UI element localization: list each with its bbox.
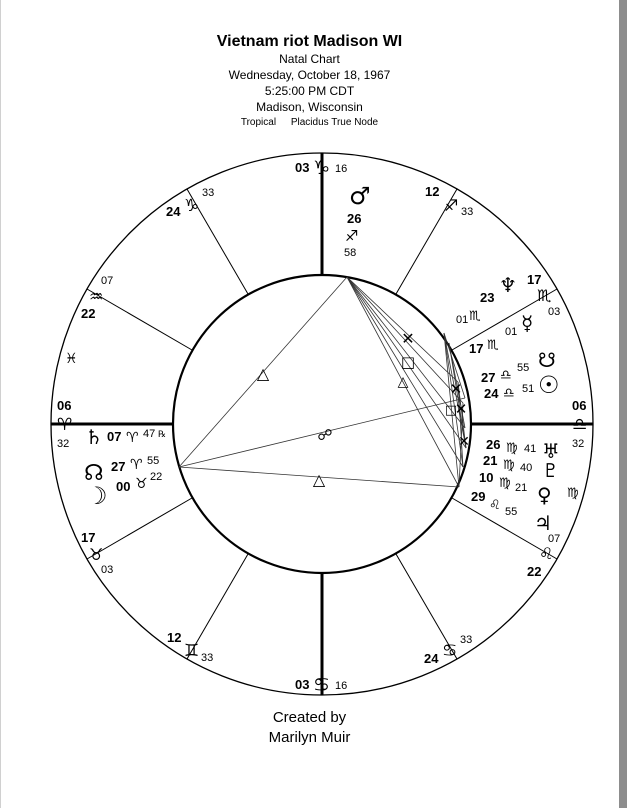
dsc-minute: 32 [572,438,585,450]
pluto-degree: 21 [483,453,498,468]
gemini-icon: ♊ [184,641,200,661]
jupiter-minute: 55 [505,506,518,518]
aspect-line [347,277,463,467]
scorpio-icon: ♏ [469,309,481,324]
ic-minute: 16 [335,680,348,692]
cusp-2-minute: 03 [101,564,114,576]
uranus-minute: 41 [524,443,537,455]
aspect-glyphs [257,329,470,489]
chart-credit [0,708,619,748]
jupiter-icon: ♃ [534,511,552,535]
mars-minute: 58 [344,247,357,259]
saturn-degree: 07 [107,429,122,444]
cusp-11-degree: 24 [166,204,181,219]
north-node-minute: 55 [147,455,160,467]
cusp-11-minute: 33 [202,187,215,199]
sagittarius-icon: ♐ [345,227,359,245]
sextile-aspect-icon: ✕ [454,400,468,418]
aries-icon: ♈ [57,415,73,435]
north-node-icon: ☊ [84,461,104,486]
cancer-icon: ♋ [313,674,331,696]
mars-degree: 26 [347,211,362,226]
aspect-lines [179,277,469,487]
chart-place: Madison, Wisconsin [256,100,363,114]
dsc-degree: 06 [572,398,587,413]
leo-icon: ♌ [539,544,554,563]
asc-minute: 32 [57,438,70,450]
cusp-9-degree: 12 [425,184,440,199]
inner-ring [173,275,471,573]
cusp-12-minute: 07 [101,275,114,287]
sun-icon: ☉ [538,371,560,399]
asc-degree: 06 [57,398,72,413]
retrograde-icon: ℞ [158,429,167,439]
credit-author: Marilyn Muir [268,729,351,746]
credit-line-1: Created by [272,709,347,726]
cusp-9-minute: 33 [461,206,474,218]
cusp-3-degree: 12 [167,630,182,645]
cusp-6-minute: 07 [548,533,561,545]
venus-icon: ♀ [537,483,552,507]
sextile-aspect-icon: ✕ [458,434,470,450]
pluto-minute: 40 [520,462,533,474]
cusp-5-degree: 24 [424,651,439,666]
moon-minute: 22 [150,471,163,483]
square-aspect-icon: □ [444,403,458,418]
saturn-minute: 47 [143,428,156,440]
jupiter-degree: 29 [471,489,486,504]
cusp-6-degree: 22 [527,564,542,579]
trine-aspect-icon: △ [256,364,270,383]
capricorn-icon: ♑ [313,157,331,179]
mercury-degree: 17 [469,341,484,356]
libra-icon: ♎ [572,415,588,435]
mc-minute: 16 [335,163,348,175]
sun-degree: 24 [484,386,499,401]
aries-icon: ♈ [126,430,139,446]
chart-title: Vietnam riot Madison WI [216,33,403,50]
chart-date: Wednesday, October 18, 1967 [228,68,391,82]
trine-aspect-icon: △ [312,470,326,489]
cusp-8-minute: 03 [548,306,561,318]
chart-time: 5:25:00 PM CDT [264,84,355,98]
aquarius-icon: ♒ [89,287,104,306]
taurus-icon: ♉ [135,476,148,492]
zodiac-type: Tropical [240,117,277,128]
sextile-aspect-icon: ✕ [449,380,463,398]
taurus-icon: ♉ [89,545,104,564]
virgo-icon: ♍ [499,476,511,491]
mc-degree: 03 [295,160,310,175]
mercury-icon: ☿ [521,311,534,335]
pisces-icon: ♓ [65,351,78,367]
chart-type: Natal Chart [279,52,340,66]
cusp-2-degree: 17 [81,530,96,545]
mars-icon: ♂ [349,182,371,210]
south-node-degree: 27 [481,370,496,385]
cusp-12-degree: 22 [81,306,96,321]
moon-degree: 00 [116,479,131,494]
venus-degree: 10 [479,470,494,485]
moon-icon: ☽ [86,482,108,510]
libra-icon: ♎ [500,368,512,383]
saturn-icon: ♄ [85,425,103,449]
sagittarius-icon: ♐ [444,196,459,215]
south-node-minute: 55 [517,362,530,374]
sextile-aspect-icon: ✕ [401,329,415,348]
scorpio-icon: ♏ [537,286,552,305]
uranus-icon: ♅ [542,439,560,463]
north-node-degree: 27 [111,459,126,474]
south-node-icon: ☋ [538,348,556,372]
ic-degree: 03 [295,677,310,692]
scorpio-icon: ♏ [487,338,499,353]
venus-minute: 21 [515,482,528,494]
opposition-aspect-icon: ☍ [317,426,333,444]
neptune-icon: ♆ [499,273,517,297]
cancer-icon: ♋ [442,641,458,661]
neptune-degree: 23 [480,290,495,305]
cusp-5-minute: 33 [460,634,473,646]
trine-aspect-icon: △ [397,374,409,390]
libra-icon: ♎ [503,386,515,401]
sun-minute: 51 [522,383,535,395]
cusp-8-degree: 17 [527,272,542,287]
virgo-icon: ♍ [567,486,579,501]
leo-icon: ♌ [489,498,501,513]
neptune-minute: 01 [456,314,469,326]
square-aspect-icon: □ [400,353,416,371]
pluto-icon: ♇ [542,460,560,482]
capricorn-icon: ♑ [184,196,200,216]
aries-icon: ♈ [130,457,143,473]
uranus-degree: 26 [486,437,501,452]
house-system: Placidus True Node [290,117,379,128]
virgo-icon: ♍ [503,458,515,473]
mercury-minute: 01 [505,326,518,338]
cusp-3-minute: 33 [201,652,214,664]
virgo-icon: ♍ [506,441,518,456]
